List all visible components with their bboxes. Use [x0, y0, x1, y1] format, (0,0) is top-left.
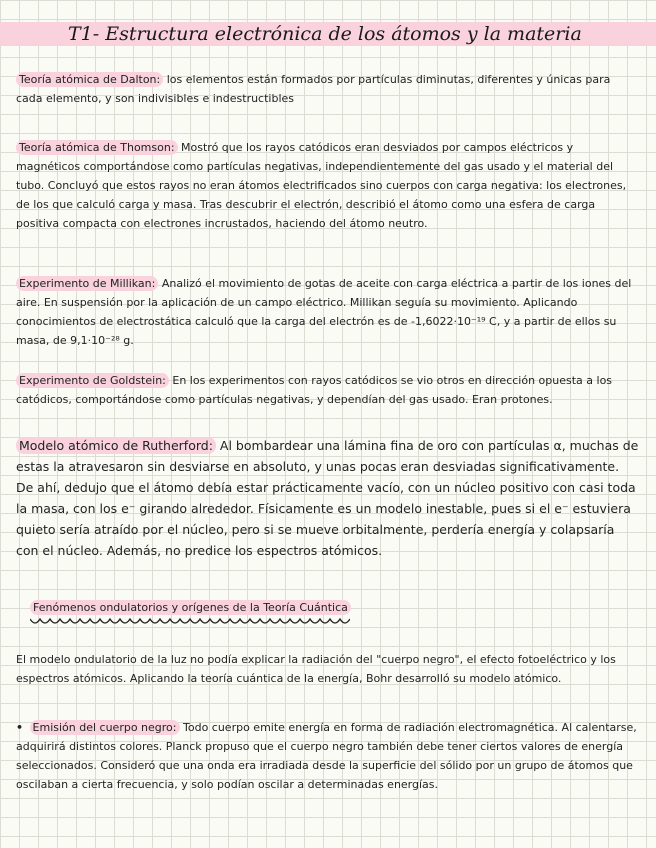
section-millikan	[16, 274, 640, 350]
wavy-underline	[30, 614, 350, 628]
goldstein-heading: Experimento de Goldstein:	[16, 373, 169, 388]
page-title: T1- Estructura electrónica de los átomos y la materia	[68, 23, 582, 45]
rutherford-heading: Modelo atómico de Rutherford:	[16, 437, 216, 454]
section-ondulatorios	[16, 650, 640, 688]
thomson-heading: Teoría atómica de Thomson:	[16, 140, 178, 155]
ondulatorios-body: El modelo ondulatorio de la luz no podía explicar la radiación del "cuerpo negro", el efecto fotoeléctrico y los espectros atómicos. Aplicando la teoría cuántica de la energía, Bohr desarrolló su modelo atómico.	[16, 653, 616, 685]
thomson-body: Mostró que los rayos catódicos eran desviados por campos eléctricos y magnéticos comportándose como partículas negativas, independientemente del gas usado y el material del tubo. Concluyó que estos rayos no eran átomos electrificados sino cuerpos con carga negativa: los electrones, de los que calculó carga y masa. Tras descubrir el electrón, describió el átomo como una esfera de carga positiva compacta con electrones incrustados, haciendo del átomo neutro.	[16, 141, 627, 230]
section-goldstein	[16, 371, 640, 409]
millikan-heading: Experimento de Millikan:	[16, 276, 158, 291]
section-dalton	[16, 70, 640, 108]
goldstein-body: En los experimentos con rayos catódicos se vio otros en dirección opuesta a los catódicos, comportándose como partículas negativas, y dependían del gas usado. Eran protones.	[16, 374, 613, 406]
bullet-marker: •	[16, 721, 24, 734]
section-cuerpo-negro	[16, 718, 640, 794]
section-rutherford	[16, 435, 640, 561]
rutherford-body: Al bombardear una lámina fina de oro con partículas α, muchas de estas la atravesaron sin desviarse en absoluto, y unas pocas eran desviadas significativamente. De ahí, dedujo que el átomo debía estar prácticamente vacío, con un núcleo positivo con casi toda la masa, con los e⁻ girando alrededor. Físicamente es un modelo inestable, pues si el e⁻ estuviera quieto sería atraído por el núcleo, pero si se mueve orbitalmente, perdería energía y colapsaría con el núcleo. Además, no predice los espectros atómicos.	[16, 438, 639, 558]
dalton-heading: Teoría atómica de Dalton:	[16, 72, 163, 87]
ondulatorios-heading: Fenómenos ondulatorios y orígenes de la Teoría Cuántica	[30, 600, 351, 615]
dalton-body: los elementos están formados por partículas diminutas, diferentes y únicas para cada elemento, y son indivisibles e indestructibles	[16, 73, 611, 105]
millikan-body: Analizó el movimiento de gotas de aceite con carga eléctrica a partir de los iones del aire. En suspensión por la aplicación de un campo eléctrico. Millikan seguía su movimiento. Aplicando conocimientos de electrostática calculó que la carga del electrón es de -1,6022·10⁻¹⁹ C, y a partir de ellos su masa, de 9,1·10⁻²⁸ g.	[16, 277, 632, 347]
section-thomson	[16, 138, 640, 233]
cuerpo-negro-body: Todo cuerpo emite energía en forma de radiación electromagnética. Al calentarse, adquirirá distintos colores. Planck propuso que el cuerpo negro también debe tener ciertos valores de energía seleccionados. Consideró que una onda era irradiada desde la superficie del sólido por un grupo de átomos que oscilaban a cierta frecuencia, y solo podían oscilar a determinadas energías.	[16, 721, 637, 791]
cuerpo-negro-heading: Emisión del cuerpo negro:	[30, 720, 180, 735]
